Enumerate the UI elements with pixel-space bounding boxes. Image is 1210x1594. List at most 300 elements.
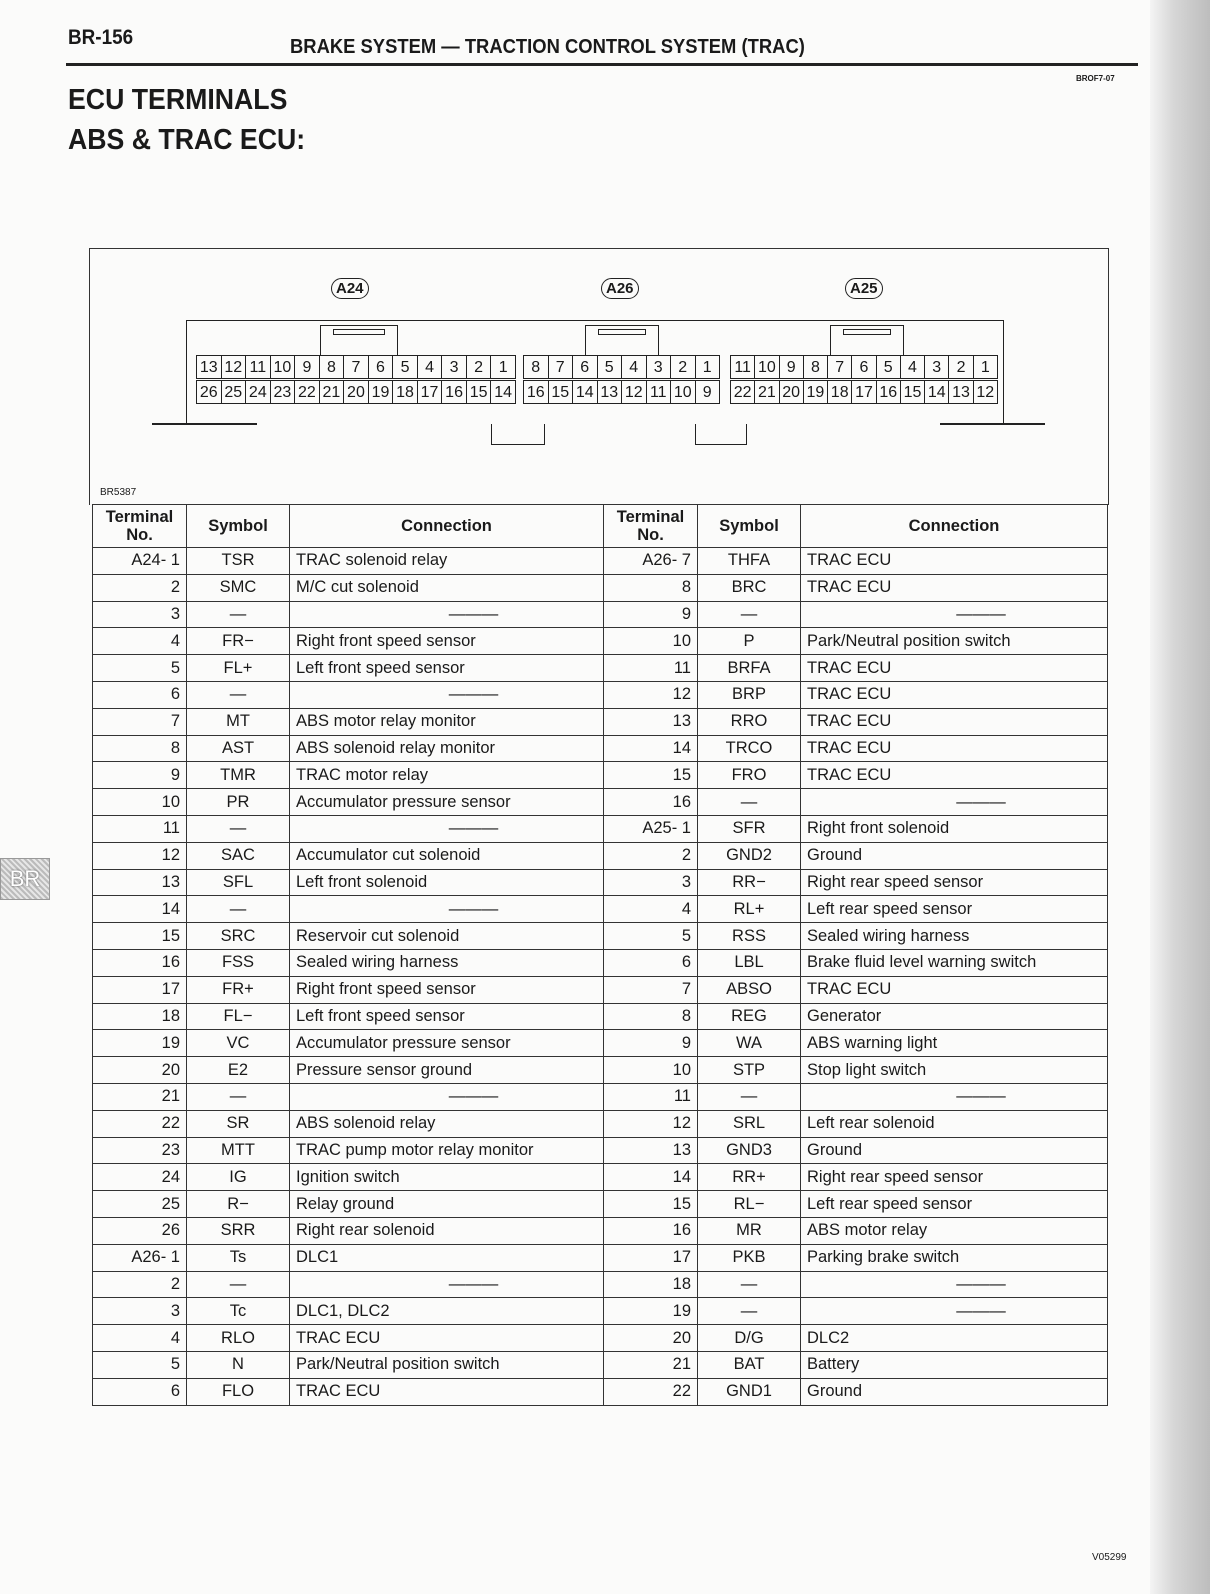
connection: ——— <box>290 681 604 708</box>
terminal-no: 13 <box>93 869 187 896</box>
mount-left <box>152 423 257 425</box>
terminal-no: 4 <box>93 1325 187 1352</box>
pin: 17 <box>851 380 876 404</box>
pin: 15 <box>466 380 492 404</box>
symbol: BAT <box>698 1351 801 1378</box>
table-row <box>93 869 604 896</box>
table-row <box>93 949 604 976</box>
symbol: — <box>187 815 290 842</box>
pin: 15 <box>548 380 574 404</box>
pin-row-a24-bottom <box>197 380 516 404</box>
table-row <box>604 923 1108 950</box>
terminal-no: 24 <box>93 1164 187 1191</box>
table-row <box>604 1137 1108 1164</box>
pin: 14 <box>924 380 949 404</box>
pin: 19 <box>368 380 394 404</box>
terminal-no: A24- 1 <box>93 548 187 575</box>
pin: 3 <box>646 355 672 379</box>
connection: Ground <box>801 842 1108 869</box>
table-row <box>93 548 604 575</box>
pin: 18 <box>392 380 418 404</box>
connection: Pressure sensor ground <box>290 1057 604 1084</box>
connection: Right rear speed sensor <box>801 869 1108 896</box>
table-row <box>93 1378 604 1405</box>
symbol: ABSO <box>698 976 801 1003</box>
connector-label-a24: A24 <box>331 278 369 299</box>
table-row <box>93 1351 604 1378</box>
pin: 4 <box>621 355 647 379</box>
connection: Battery <box>801 1351 1108 1378</box>
pin: 18 <box>827 380 852 404</box>
pin: 6 <box>572 355 598 379</box>
connection: Left rear speed sensor <box>801 896 1108 923</box>
symbol: Tc <box>187 1298 290 1325</box>
table-row <box>93 628 604 655</box>
pin: 4 <box>900 355 925 379</box>
terminal-no: 21 <box>93 1083 187 1110</box>
connection: DLC1, DLC2 <box>290 1298 604 1325</box>
connection: Stop light switch <box>801 1057 1108 1084</box>
symbol: — <box>698 1083 801 1110</box>
table-row <box>93 1298 604 1325</box>
table-row <box>604 1110 1108 1137</box>
pin-row-a24-top <box>197 355 516 379</box>
symbol: — <box>698 1298 801 1325</box>
terminal-no: 19 <box>93 1030 187 1057</box>
terminal-no: 22 <box>93 1110 187 1137</box>
pin: 4 <box>417 355 443 379</box>
terminal-no: 3 <box>93 1298 187 1325</box>
table-row <box>93 601 604 628</box>
table-row <box>604 1217 1108 1244</box>
terminal-no: 3 <box>93 601 187 628</box>
connection: Right front speed sensor <box>290 628 604 655</box>
header-connection: Connection <box>801 505 1108 548</box>
pin: 8 <box>523 355 549 379</box>
pin: 5 <box>876 355 901 379</box>
connection: ——— <box>290 815 604 842</box>
terminal-no: 13 <box>604 708 698 735</box>
connection: Brake fluid level warning switch <box>801 949 1108 976</box>
symbol: BRFA <box>698 655 801 682</box>
terminal-no: 6 <box>93 681 187 708</box>
pin: 2 <box>948 355 973 379</box>
symbol: STP <box>698 1057 801 1084</box>
terminal-no: 15 <box>604 1191 698 1218</box>
table-row <box>604 1325 1108 1352</box>
pin: 16 <box>876 380 901 404</box>
table-row <box>604 1378 1108 1405</box>
connection: Left rear speed sensor <box>801 1191 1108 1218</box>
connection: Left front solenoid <box>290 869 604 896</box>
terminal-no: 7 <box>604 976 698 1003</box>
pin: 10 <box>270 355 296 379</box>
terminal-no: 2 <box>93 574 187 601</box>
symbol: E2 <box>187 1057 290 1084</box>
connection: ABS solenoid relay monitor <box>290 735 604 762</box>
terminal-table-right <box>603 504 1108 1406</box>
pin: 16 <box>441 380 467 404</box>
table-row <box>93 842 604 869</box>
terminal-no: A26- 1 <box>93 1244 187 1271</box>
table-row <box>93 1164 604 1191</box>
pin: 21 <box>754 380 779 404</box>
symbol: AST <box>187 735 290 762</box>
pin: 12 <box>221 355 247 379</box>
table-row <box>604 735 1108 762</box>
terminal-no: 3 <box>604 869 698 896</box>
connection: TRAC ECU <box>801 574 1108 601</box>
table-row <box>604 628 1108 655</box>
pin: 8 <box>803 355 828 379</box>
symbol: MT <box>187 708 290 735</box>
terminal-no: 20 <box>604 1325 698 1352</box>
symbol: MR <box>698 1217 801 1244</box>
table-row <box>93 815 604 842</box>
connection: Accumulator cut solenoid <box>290 842 604 869</box>
latch-a26 <box>585 325 659 356</box>
page-number: BR-156 <box>68 26 134 49</box>
symbol: SRR <box>187 1217 290 1244</box>
connection: Parking brake switch <box>801 1244 1108 1271</box>
terminal-no: 8 <box>604 574 698 601</box>
connection: Left front speed sensor <box>290 655 604 682</box>
table-row <box>604 789 1108 816</box>
symbol: THFA <box>698 548 801 575</box>
pin: 3 <box>924 355 949 379</box>
symbol: FR− <box>187 628 290 655</box>
symbol: MTT <box>187 1137 290 1164</box>
connection: Right front solenoid <box>801 815 1108 842</box>
connection: TRAC motor relay <box>290 762 604 789</box>
pin: 12 <box>621 380 647 404</box>
symbol: BRP <box>698 681 801 708</box>
terminal-no: 12 <box>604 681 698 708</box>
symbol: REG <box>698 1003 801 1030</box>
symbol: FL− <box>187 1003 290 1030</box>
pin: 1 <box>973 355 998 379</box>
symbol: — <box>187 601 290 628</box>
symbol: PKB <box>698 1244 801 1271</box>
symbol: RR− <box>698 869 801 896</box>
connection: ——— <box>290 1083 604 1110</box>
symbol: SR <box>187 1110 290 1137</box>
pin: 24 <box>245 380 271 404</box>
pin: 1 <box>695 355 721 379</box>
connection: TRAC ECU <box>290 1325 604 1352</box>
connection: TRAC ECU <box>801 735 1108 762</box>
connection: Right rear solenoid <box>290 1217 604 1244</box>
pin: 3 <box>441 355 467 379</box>
table-row <box>93 789 604 816</box>
connector-label-a26: A26 <box>601 278 639 299</box>
symbol: TRCO <box>698 735 801 762</box>
table-row <box>93 1271 604 1298</box>
terminal-no: A26- 7 <box>604 548 698 575</box>
connection: ——— <box>801 1271 1108 1298</box>
pin: 10 <box>670 380 696 404</box>
pin: 13 <box>948 380 973 404</box>
pin: 17 <box>417 380 443 404</box>
connection: ABS motor relay monitor <box>290 708 604 735</box>
connection: TRAC ECU <box>290 1378 604 1405</box>
pin-row-a26-top <box>524 355 720 379</box>
symbol: TSR <box>187 548 290 575</box>
symbol: RSS <box>698 923 801 950</box>
table-row <box>93 681 604 708</box>
connection: TRAC ECU <box>801 548 1108 575</box>
header-terminal: Terminal No. <box>93 505 187 548</box>
pin: 7 <box>343 355 369 379</box>
connection: Sealed wiring harness <box>801 923 1108 950</box>
connection: ——— <box>801 1298 1108 1325</box>
header-terminal: Terminal No. <box>604 505 698 548</box>
pin: 14 <box>572 380 598 404</box>
pin: 23 <box>270 380 296 404</box>
terminal-no: 23 <box>93 1137 187 1164</box>
symbol: Ts <box>187 1244 290 1271</box>
symbol: N <box>187 1351 290 1378</box>
terminal-no: 17 <box>604 1244 698 1271</box>
terminal-no: 16 <box>604 789 698 816</box>
table-row <box>604 548 1108 575</box>
terminal-no: 5 <box>93 655 187 682</box>
symbol: SAC <box>187 842 290 869</box>
terminal-no: 18 <box>604 1271 698 1298</box>
connection: Reservoir cut solenoid <box>290 923 604 950</box>
pin: 11 <box>730 355 755 379</box>
table-row <box>604 1271 1108 1298</box>
pin: 8 <box>319 355 345 379</box>
symbol: FL+ <box>187 655 290 682</box>
pin: 1 <box>490 355 516 379</box>
pin: 26 <box>196 380 222 404</box>
terminal-no: 21 <box>604 1351 698 1378</box>
connection: Right front speed sensor <box>290 976 604 1003</box>
table-row <box>604 1244 1108 1271</box>
symbol: — <box>698 1271 801 1298</box>
terminal-no: 17 <box>93 976 187 1003</box>
connection: Accumulator pressure sensor <box>290 1030 604 1057</box>
pin: 2 <box>466 355 492 379</box>
symbol: — <box>698 601 801 628</box>
terminal-no: 9 <box>93 762 187 789</box>
pin: 11 <box>646 380 672 404</box>
connection: M/C cut solenoid <box>290 574 604 601</box>
connection: TRAC ECU <box>801 708 1108 735</box>
pin-row-a25-top <box>731 355 998 379</box>
foot-left <box>491 424 545 445</box>
symbol: — <box>187 896 290 923</box>
connection: Left rear solenoid <box>801 1110 1108 1137</box>
connection: TRAC ECU <box>801 762 1108 789</box>
terminal-no: 7 <box>93 708 187 735</box>
pin: 15 <box>900 380 925 404</box>
pin: 7 <box>827 355 852 379</box>
table-row <box>604 1351 1108 1378</box>
table-row <box>93 574 604 601</box>
terminal-no: 16 <box>93 949 187 976</box>
symbol: — <box>698 789 801 816</box>
table-row <box>604 762 1108 789</box>
table-row <box>604 601 1108 628</box>
pin: 22 <box>294 380 320 404</box>
terminal-no: 11 <box>604 1083 698 1110</box>
connection: Park/Neutral position switch <box>801 628 1108 655</box>
symbol: — <box>187 681 290 708</box>
terminal-no: 26 <box>93 1217 187 1244</box>
terminal-no: 14 <box>604 735 698 762</box>
symbol: GND2 <box>698 842 801 869</box>
table-row <box>604 1191 1108 1218</box>
table-row <box>604 896 1108 923</box>
terminal-no: 16 <box>604 1217 698 1244</box>
table-row <box>93 923 604 950</box>
table-row <box>93 1325 604 1352</box>
table-row <box>93 1244 604 1271</box>
pin: 16 <box>523 380 549 404</box>
table-row <box>93 1083 604 1110</box>
terminal-no: 14 <box>93 896 187 923</box>
connection: Relay ground <box>290 1191 604 1218</box>
symbol: LBL <box>698 949 801 976</box>
connection: TRAC ECU <box>801 655 1108 682</box>
terminal-no: 12 <box>93 842 187 869</box>
symbol: R− <box>187 1191 290 1218</box>
pin: 12 <box>973 380 998 404</box>
table-row <box>604 655 1108 682</box>
connection: ——— <box>801 601 1108 628</box>
pin: 9 <box>695 380 721 404</box>
connection: Right rear speed sensor <box>801 1164 1108 1191</box>
pin-row-a25-bottom <box>731 380 998 404</box>
latch-a24 <box>320 325 398 356</box>
table-row <box>604 1057 1108 1084</box>
connection: Accumulator pressure sensor <box>290 789 604 816</box>
terminal-no: 8 <box>604 1003 698 1030</box>
pin: 20 <box>343 380 369 404</box>
table-row <box>93 1137 604 1164</box>
pin: 13 <box>597 380 623 404</box>
pin: 13 <box>196 355 222 379</box>
terminal-no: 13 <box>604 1137 698 1164</box>
terminal-no: A25- 1 <box>604 815 698 842</box>
symbol: TMR <box>187 762 290 789</box>
connection: ABS motor relay <box>801 1217 1108 1244</box>
symbol: GND1 <box>698 1378 801 1405</box>
table-row <box>604 1083 1108 1110</box>
table-row <box>604 976 1108 1003</box>
terminal-no: 11 <box>93 815 187 842</box>
section-heading: ECU TERMINALS <box>68 84 288 116</box>
pin: 6 <box>368 355 394 379</box>
symbol: RLO <box>187 1325 290 1352</box>
symbol: IG <box>187 1164 290 1191</box>
table-row <box>93 1217 604 1244</box>
connection: Left front speed sensor <box>290 1003 604 1030</box>
terminal-no: 9 <box>604 1030 698 1057</box>
table-row <box>604 681 1108 708</box>
table-row <box>93 655 604 682</box>
foot-right <box>695 424 747 445</box>
pin: 2 <box>670 355 696 379</box>
connection: Ground <box>801 1378 1108 1405</box>
table-row <box>604 708 1108 735</box>
symbol: WA <box>698 1030 801 1057</box>
pin: 9 <box>779 355 804 379</box>
pin-row-a26-bottom <box>524 380 720 404</box>
table-row <box>604 949 1108 976</box>
connection: Sealed wiring harness <box>290 949 604 976</box>
connection: ——— <box>290 601 604 628</box>
connection: ——— <box>290 896 604 923</box>
pin: 22 <box>730 380 755 404</box>
table-row <box>93 1191 604 1218</box>
pin: 5 <box>392 355 418 379</box>
symbol: RL− <box>698 1191 801 1218</box>
connection: TRAC solenoid relay <box>290 548 604 575</box>
symbol: SRC <box>187 923 290 950</box>
table-row <box>93 762 604 789</box>
pin: 7 <box>548 355 574 379</box>
terminal-no: 4 <box>93 628 187 655</box>
terminal-no: 14 <box>604 1164 698 1191</box>
connection: ——— <box>801 789 1108 816</box>
terminal-no: 9 <box>604 601 698 628</box>
table-row <box>604 842 1108 869</box>
pin: 10 <box>754 355 779 379</box>
doc-code: BROF7-07 <box>1076 74 1115 83</box>
connection: TRAC ECU <box>801 681 1108 708</box>
mount-right <box>940 423 1045 425</box>
connection: DLC1 <box>290 1244 604 1271</box>
symbol: FLO <box>187 1378 290 1405</box>
symbol: D/G <box>698 1325 801 1352</box>
terminal-no: 2 <box>604 842 698 869</box>
table-row <box>604 1164 1108 1191</box>
terminal-no: 11 <box>604 655 698 682</box>
table-row <box>604 1003 1108 1030</box>
connection: ——— <box>290 1271 604 1298</box>
connection: Park/Neutral position switch <box>290 1351 604 1378</box>
symbol: SFR <box>698 815 801 842</box>
side-tab-br: BR <box>0 858 50 900</box>
header-symbol: Symbol <box>187 505 290 548</box>
table-row <box>93 896 604 923</box>
connection: ——— <box>801 1083 1108 1110</box>
header-connection: Connection <box>290 505 604 548</box>
pin: 20 <box>779 380 804 404</box>
table-row <box>93 735 604 762</box>
symbol: VC <box>187 1030 290 1057</box>
footer-code: V05299 <box>1092 1552 1127 1563</box>
symbol: — <box>187 1083 290 1110</box>
table-row <box>93 1057 604 1084</box>
scan-edge-shadow <box>1150 0 1210 1594</box>
pin: 25 <box>221 380 247 404</box>
latch-a25 <box>830 325 904 356</box>
pin: 6 <box>851 355 876 379</box>
header-rule <box>66 63 1138 66</box>
header-symbol: Symbol <box>698 505 801 548</box>
symbol: RRO <box>698 708 801 735</box>
table-row <box>93 976 604 1003</box>
connection: Generator <box>801 1003 1108 1030</box>
symbol: — <box>187 1271 290 1298</box>
table-row <box>604 1298 1108 1325</box>
symbol: GND3 <box>698 1137 801 1164</box>
pin: 19 <box>803 380 828 404</box>
